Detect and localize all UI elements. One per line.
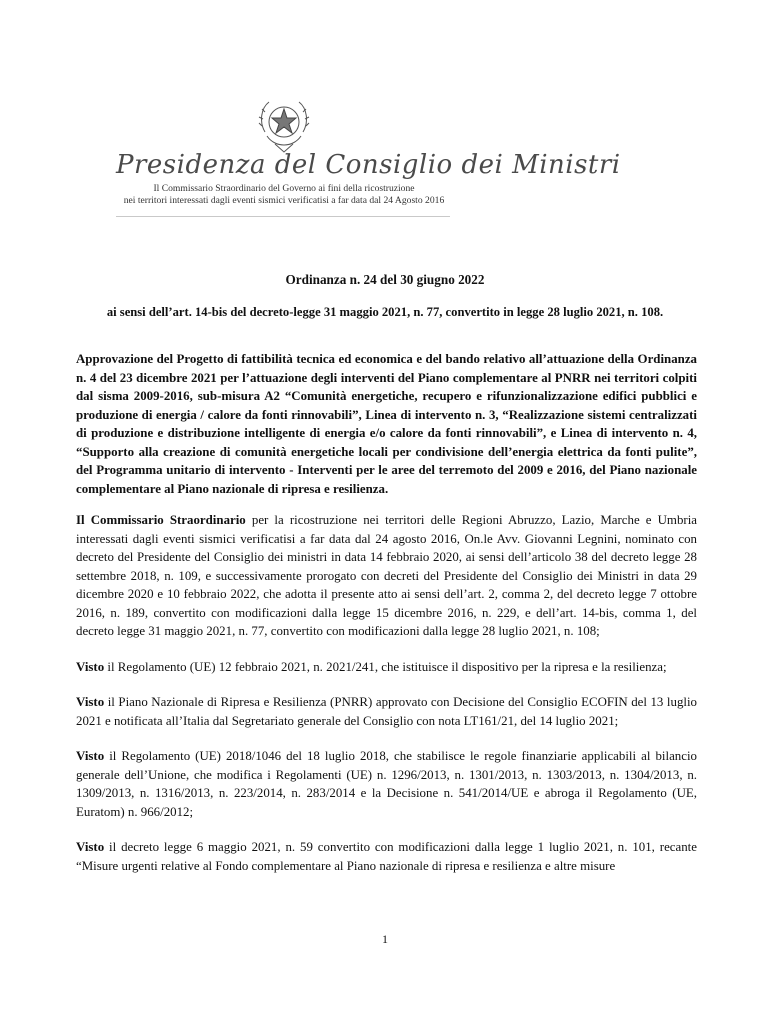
paragraph-lead: Visto xyxy=(76,659,105,674)
paragraph-text: il Regolamento (UE) 2018/1046 del 18 luglio 2018, che stabilisce le regole finanziarie applicabili al bilancio generale dell’Unione, che modifica i Regolamenti (UE) n. 1296/2013, n. 1301/2013, n. 1303/2013, n. 1304/2013, n. 1309/2013, n. 1316/2013, n. 223/2014, n. 283/2014 e la Decisione n. 541/2014/UE e abroga il Regolamento (UE, Euratom) n. 966/2012; xyxy=(76,749,697,819)
body-paragraph xyxy=(76,658,697,677)
body-paragraph xyxy=(76,511,697,641)
body-paragraph xyxy=(76,838,697,875)
institution-subtitle-line2: nei territori interessati dagli eventi sismici verificatisi a far data dal 24 Agosto 2016 xyxy=(123,195,445,206)
ordinance-subject: Approvazione del Progetto di fattibilità tecnica ed economica e del bando relativo all’attuazione della Ordinanza n. 4 del 23 dicembre 2021 per l’attuazione degli interventi del Piano complementare al PNRR nei territori colpiti dal sisma 2009-2016, sub-misura A2 “Comunità energetiche, recupero e rifunzionalizzazione edifici pubblici e produzione di energia / calore da fonti rinnovabili”, Linea di intervento n. 3, “Realizzazione sistemi centralizzati di produzione e distribuzione intelligente di energia e/o calore da fonti rinnovabili”, e Linea di intervento n. 4, “Supporto alla creazione di comunità energetiche locali per condivisione dell’energia elettrica da fonti pulite”, del Programma unitario di intervento - Interventi per le aree del terremoto del 2009 e 2016, del Piano nazionale complementare al Piano nazionale di ripresa e resilienza. xyxy=(76,352,697,496)
paragraph-text: il Regolamento (UE) 12 febbraio 2021, n. 2021/241, che istituisce il dispositivo per la ripresa e la resilienza; xyxy=(104,659,667,674)
header-divider xyxy=(116,216,450,217)
paragraph-text: il decreto legge 6 maggio 2021, n. 59 convertito con modificazioni dalla legge 1 luglio 2021, n. 101, recante “Misure urgenti relative al Fondo complementare al Piano nazionale di ripresa e resilienza e altre misure xyxy=(76,840,697,873)
paragraph-lead: Il Commissario Straordinario xyxy=(76,513,246,527)
institution-subtitle-line1: Il Commissario Straordinario del Governo ai fini della ricostruzione xyxy=(153,183,415,194)
paragraph-text: il Piano Nazionale di Ripresa e Resilienza (PNRR) approvato con Decisione del Consiglio ECOFIN del 13 luglio 2021 e notificata all’Italia dal Segretariato generale del Consiglio con nota LT161/21, del 14 luglio 2021; xyxy=(76,695,697,728)
ordinance-title: Ordinanza n. 24 del 30 giugno 2022 xyxy=(285,272,485,287)
paragraph-lead: Visto xyxy=(76,749,105,763)
body-paragraph xyxy=(76,693,697,730)
paragraph-lead: Visto xyxy=(76,840,105,854)
italian-emblem-icon xyxy=(255,92,313,156)
paragraph-text: per la ricostruzione nei territori delle Regioni Abruzzo, Lazio, Marche e Umbria interessati dagli eventi sismici verificatisi a far data dal 24 agosto 2016, On.le Avv. Giovanni Legnini, nominato con decreto del Presidente del Consiglio dei ministri in data 14 febbraio 2020, ai sensi dell’articolo 38 del decreto legge 28 settembre 2018, n. 109, e successivamente prorogato con decreti del Presidente del Consiglio dei Ministri in data 29 dicembre 2020 e 10 febbraio 2022, che adotta il presente atto ai sensi dell’art. 2, comma 2, del decreto legge 7 ottobre 2016, n. 189, convertito con modificazioni dalla legge 15 dicembre 2016, n. 229, e dell’art. 14-bis, comma 1, del decreto legge 31 maggio 2021, n. 77, convertito con modificazioni dalla legge 28 luglio 2021, n. 108; xyxy=(76,513,697,638)
institution-title: Presidenza del Consiglio dei Ministri xyxy=(116,150,621,180)
body-paragraph xyxy=(76,747,697,821)
ordinance-legal-reference: ai sensi dell’art. 14-bis del decreto-legge 31 maggio 2021, n. 77, convertito in legge 28 luglio 2021, n. 108. xyxy=(106,305,664,319)
page-number: 1 xyxy=(382,932,388,946)
paragraph-lead: Visto xyxy=(76,695,105,709)
document-body xyxy=(76,350,697,892)
